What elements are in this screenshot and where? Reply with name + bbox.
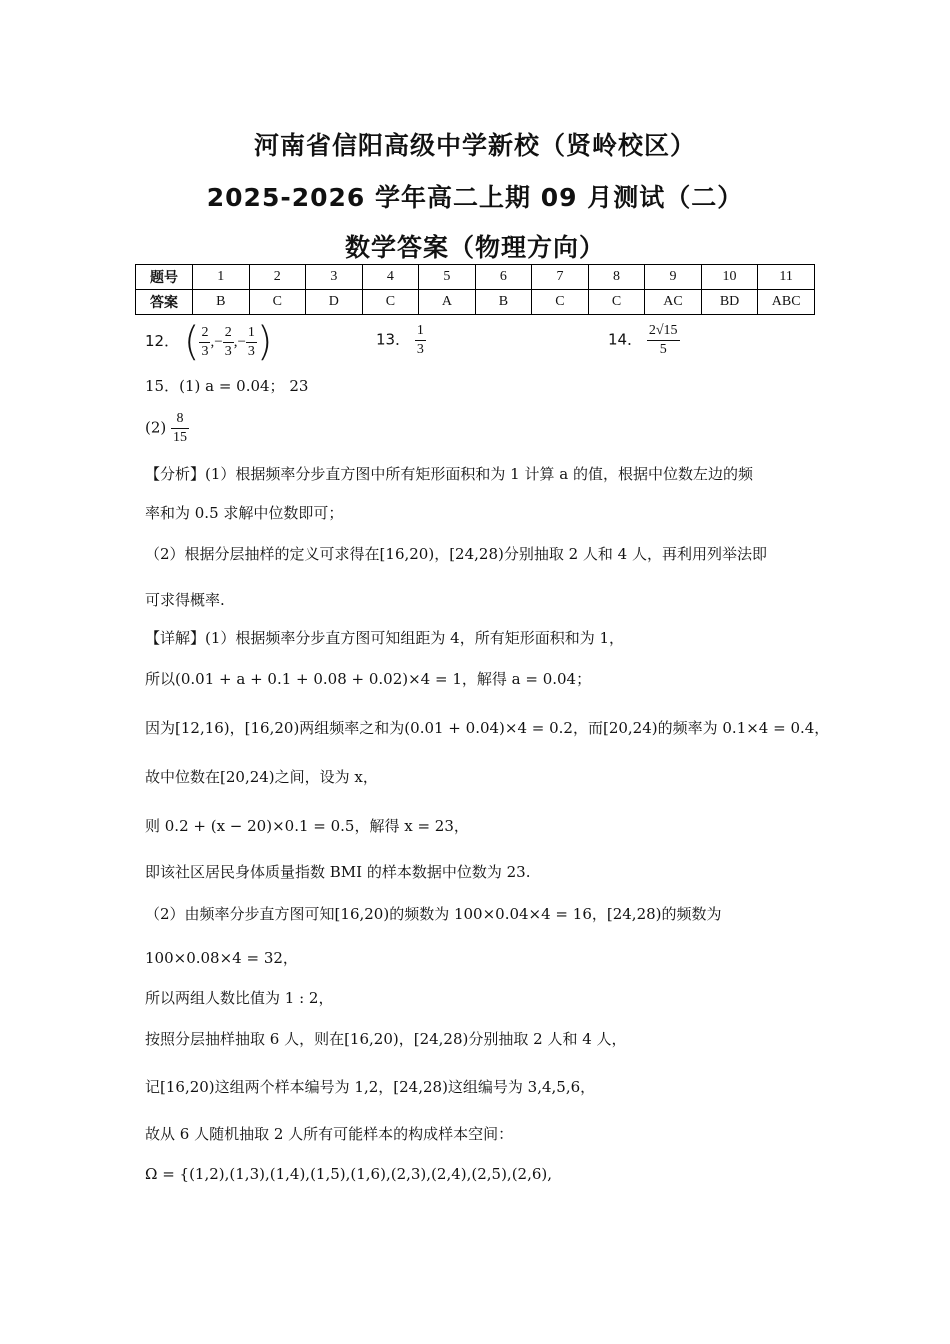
q12-open-paren: ( [183,319,200,365]
solution-line: （2）由频率分步直方图可知[16,20)的频数为 100×0.04×4 = 16，[24,28)的频数为 [145,905,722,923]
question-number: 8 [588,265,645,290]
q12-separator: ,− [233,334,246,350]
q13-label: 13． [376,330,411,349]
school-title: 河南省信阳高级中学新校（贤岭校区） [253,131,696,160]
solution-line: 按照分层抽样抽取 6 人，则在[16,20)，[24,28)分别抽取 2 人和 4 人， [145,1030,627,1048]
q15-part2-label: (2) [145,418,167,437]
question-number-row [136,265,815,290]
question-number: 11 [758,265,815,290]
answer-cell: C [362,290,419,315]
q13-fraction: $\frac{1}{3}$ [416,323,424,357]
question-number: 6 [475,265,532,290]
solution-line: 率和为 0.5 求解中位数即可； [145,504,344,522]
answer-cell: C [249,290,306,315]
solution-line: 【分析】(1）根据频率分步直方图中所有矩形面积和为 1 计算 a 的值，根据中位数左边的频 [145,465,753,483]
q15-part2 [145,410,189,447]
q15-part1: 15．(1) a = 0.04； 23 [145,377,309,395]
answer-table [135,264,815,315]
solution-line: 所以(0.01 + a + 0.1 + 0.08 + 0.02)×4 = 1，解得 a = 0.04； [145,670,592,688]
solution-line: 100×0.08×4 = 32， [145,949,298,967]
question-number: 7 [532,265,589,290]
q14-label: 14． [608,330,643,349]
sample-space-line: Ω = {(1,2),(1,3),(1,4),(1,5),(1,6),(2,3),(2,4),(2,5),(2,6), [145,1165,553,1183]
answer-cell: AC [645,290,702,315]
subject-title: 数学答案（物理方向） [344,233,605,262]
answer-cell: C [588,290,645,315]
answer-cell: B [475,290,532,315]
q12-separator: ,− [210,334,223,350]
solution-line: 所以两组人数比值为 1 : 2， [145,989,334,1007]
answer-cell: A [419,290,476,315]
solution-line: 可求得概率. [145,591,225,609]
answer-cell: D [306,290,363,315]
answer-cell: B [193,290,250,315]
question-number: 10 [701,265,758,290]
q12-fraction-3: $\frac{1}{3}$ [247,324,255,359]
question-number: 1 [193,265,250,290]
answer-row [136,290,815,315]
answer-cell: BD [701,290,758,315]
answer-cell: C [532,290,589,315]
q12-fraction-2: $\frac{2}{3}$ [224,324,232,359]
question-number: 2 [249,265,306,290]
solution-line: 【详解】(1）根据频率分步直方图可知组距为 4，所有矩形面积和为 1， [145,629,625,647]
question-number: 5 [419,265,476,290]
q12-fraction-1: $\frac{2}{3}$ [201,324,209,359]
question-number-header: 题号 [136,265,193,290]
answer-q14 [608,322,680,359]
question-number: 3 [306,265,363,290]
answer-header: 答案 [136,290,193,315]
question-number: 9 [645,265,702,290]
q12-label: 12． [145,332,180,350]
answer-cell: ABC [758,290,815,315]
q15-part2-fraction: $\frac{8}{15}$ [173,411,188,445]
answer-q12 [145,319,273,365]
exam-title: 2025-2026 学年高二上期 09 月测试（二） [206,183,744,212]
question-number: 4 [362,265,419,290]
q12-close-paren: ) [256,319,273,365]
solution-line: 因为[12,16)，[16,20)两组频率之和为(0.01 + 0.04)×4 = 0.2，而[20,24)的频率为 0.1×4 = 0.4， [145,719,830,737]
solution-line: 记[16,20)这组两个样本编号为 1,2，[24,28)这组编号为 3,4,5,6， [145,1078,596,1096]
solution-line: 故中位数在[20,24)之间，设为 x， [145,768,378,786]
solution-line: （2）根据分层抽样的定义可求得在[16,20)，[24,28)分别抽取 2 人和 4 人，再利用列举法即 [145,545,767,563]
solution-line: 即该社区居民身体质量指数 BMI 的样本数据中位数为 23. [145,863,531,881]
q14-fraction: $\frac{2√15}{5}$ [648,323,678,357]
solution-line: 则 0.2 + (x − 20)×0.1 = 0.5，解得 x = 23， [145,817,469,835]
answer-q13 [376,322,426,359]
solution-line: 故从 6 人随机抽取 2 人所有可能样本的构成样本空间： [145,1125,514,1143]
